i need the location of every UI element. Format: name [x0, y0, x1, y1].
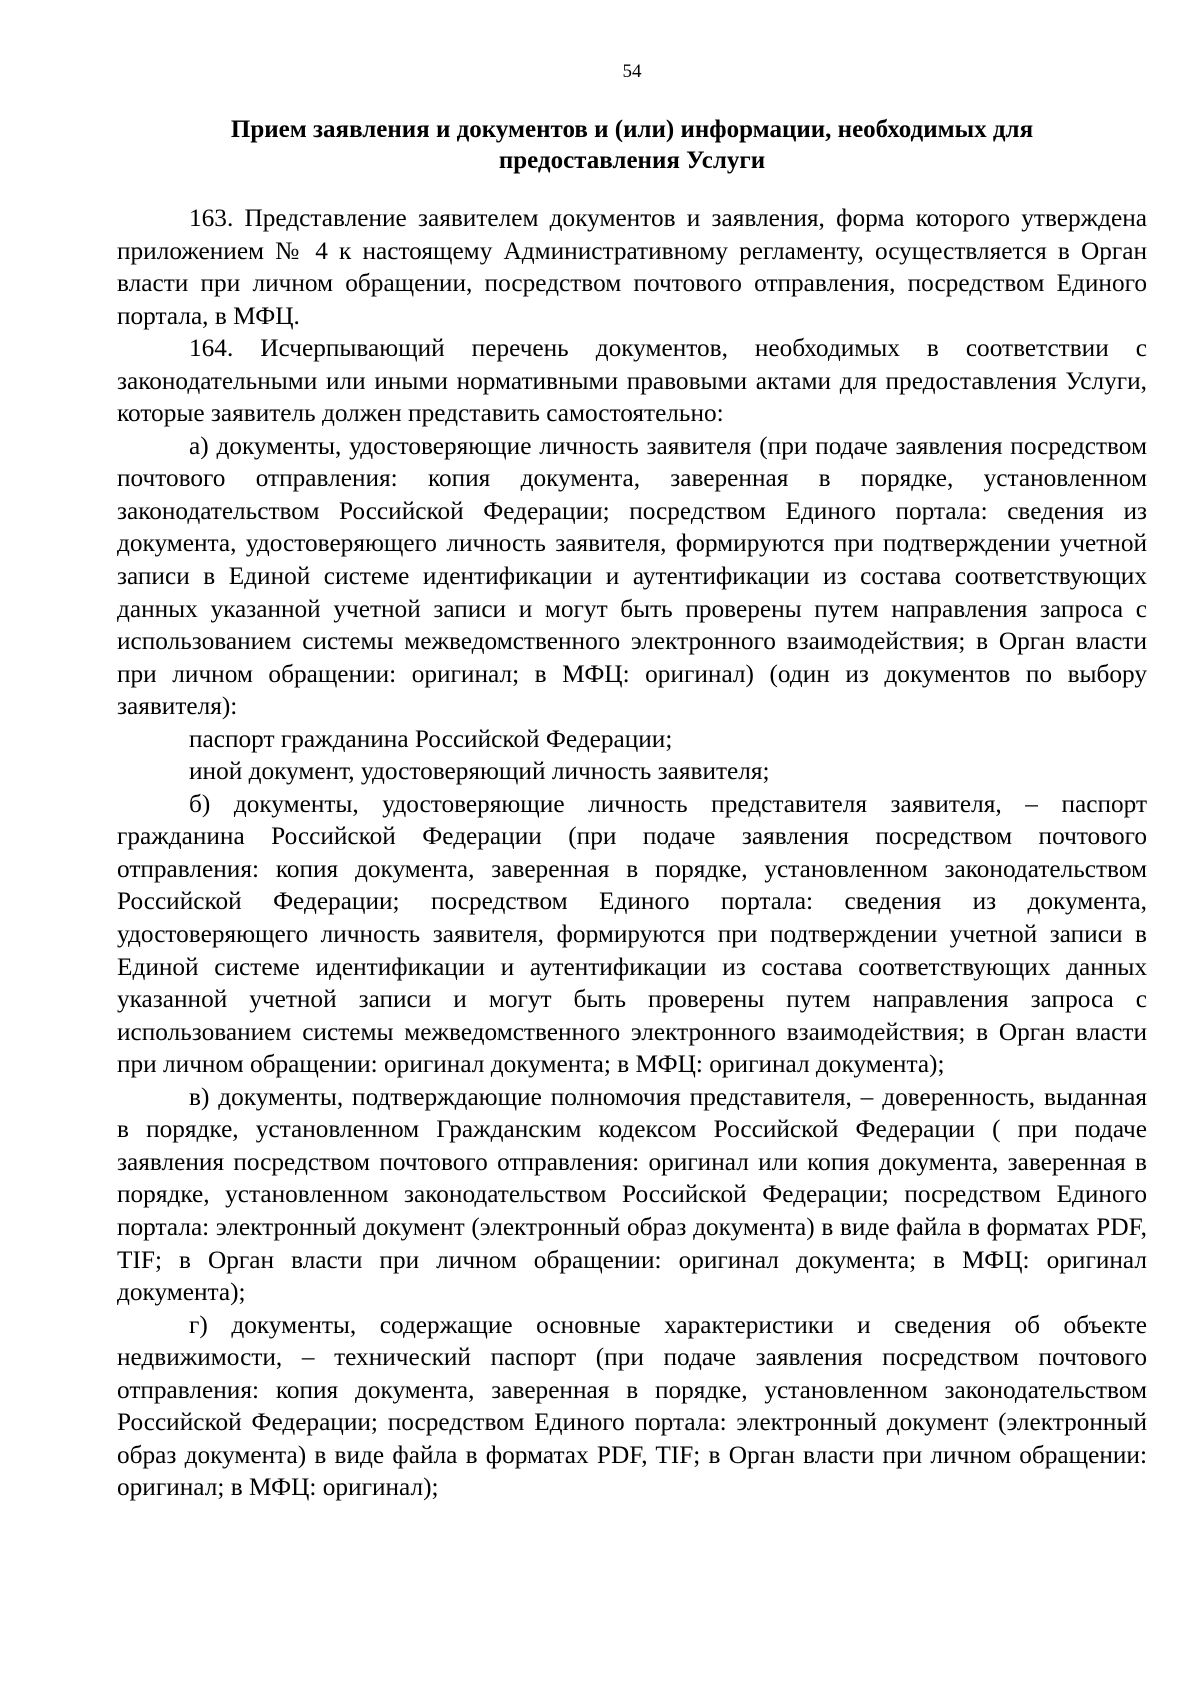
paragraph-163: 163. Представление заявителем документов и заявления, форма которого утверждена приложением № 4 к настоящему Административному регламенту, осуществляется в Орган власти при личном обращении, посредством почтового отправления, посредством Единого портала, в МФЦ.	[117, 204, 1147, 330]
section-heading-line-2: предоставления Услуги	[498, 147, 766, 174]
paragraph-164-v: в) документы, подтверждающие полномочия представителя, – доверенность, выданная в порядке, установленном Гражданским кодексом Российской Федерации ( при подаче заявления посредством почтового отправления: оригинал или копия документа, заверенная в порядке, установленном законодательством Российской Федерации; посредством Единого портала: электронный документ (электронный образ документа) в виде файла в форматах PDF, TIF; в Орган власти при личном обращении: оригинал документа; в МФЦ: оригинал документа);	[117, 1082, 1147, 1307]
document-page	[117, 60, 1147, 1504]
list-item-passport: паспорт гражданина Российской Федерации;	[189, 724, 673, 753]
section-heading	[117, 114, 1147, 176]
paragraph-164: 164. Исчерпывающий перечень документов, необходимых в соответствии с законодательными или иными нормативными правовыми актами для предоставления Услуги, которые заявитель должен представить самостоятельно:	[117, 334, 1147, 428]
paragraph-164-b: б) документы, удостоверяющие личность представителя заявителя, – паспорт гражданина Российской Федерации (при подаче заявления посредством почтового отправления: копия документа, заверенная в порядке, установленном законодательством Российской Федерации; посредством Единого портала: сведения из документа, удостоверяющего личность заявителя, формируются при подтверждении учетной записи в Единой системе идентификации и аутентификации из состава соответствующих данных указанной учетной записи и могут быть проверены путем направления запроса с использованием системы межведомственного электронного взаимодействия; в Орган власти при личном обращении: оригинал документа; в МФЦ: оригинал документа);	[117, 789, 1147, 1079]
section-heading-line-1: Прием заявления и документов и (или) информации, необходимых для	[230, 116, 1034, 143]
paragraph-164-g: г) документы, содержащие основные характеристики и сведения об объекте недвижимости, – технический паспорт (при подаче заявления посредством почтового отправления: копия документа, заверенная в порядке, установленном законодательством Российской Федерации; посредством Единого портала: электронный документ (электронный образ документа) в виде файла в форматах PDF, TIF; в Орган власти при личном обращении: оригинал; в МФЦ: оригинал);	[117, 1310, 1147, 1502]
paragraph-164-a: а) документы, удостоверяющие личность заявителя (при подаче заявления посредством почтового отправления: копия документа, заверенная в порядке, установленном законодательством Российской Федерации; посредством Единого портала: сведения из документа, удостоверяющего личность заявителя, формируются при подтверждении учетной записи в Единой системе идентификации и аутентификации из состава соответствующих данных указанной учетной записи и могут быть проверены путем направления запроса с использованием системы межведомственного электронного взаимодействия; в Орган власти при личном обращении: оригинал; в МФЦ: оригинал) (один из документов по выбору заявителя):	[117, 431, 1147, 721]
page-number: 54	[622, 61, 642, 82]
list-item-other-id: иной документ, удостоверяющий личность заявителя;	[189, 757, 770, 786]
